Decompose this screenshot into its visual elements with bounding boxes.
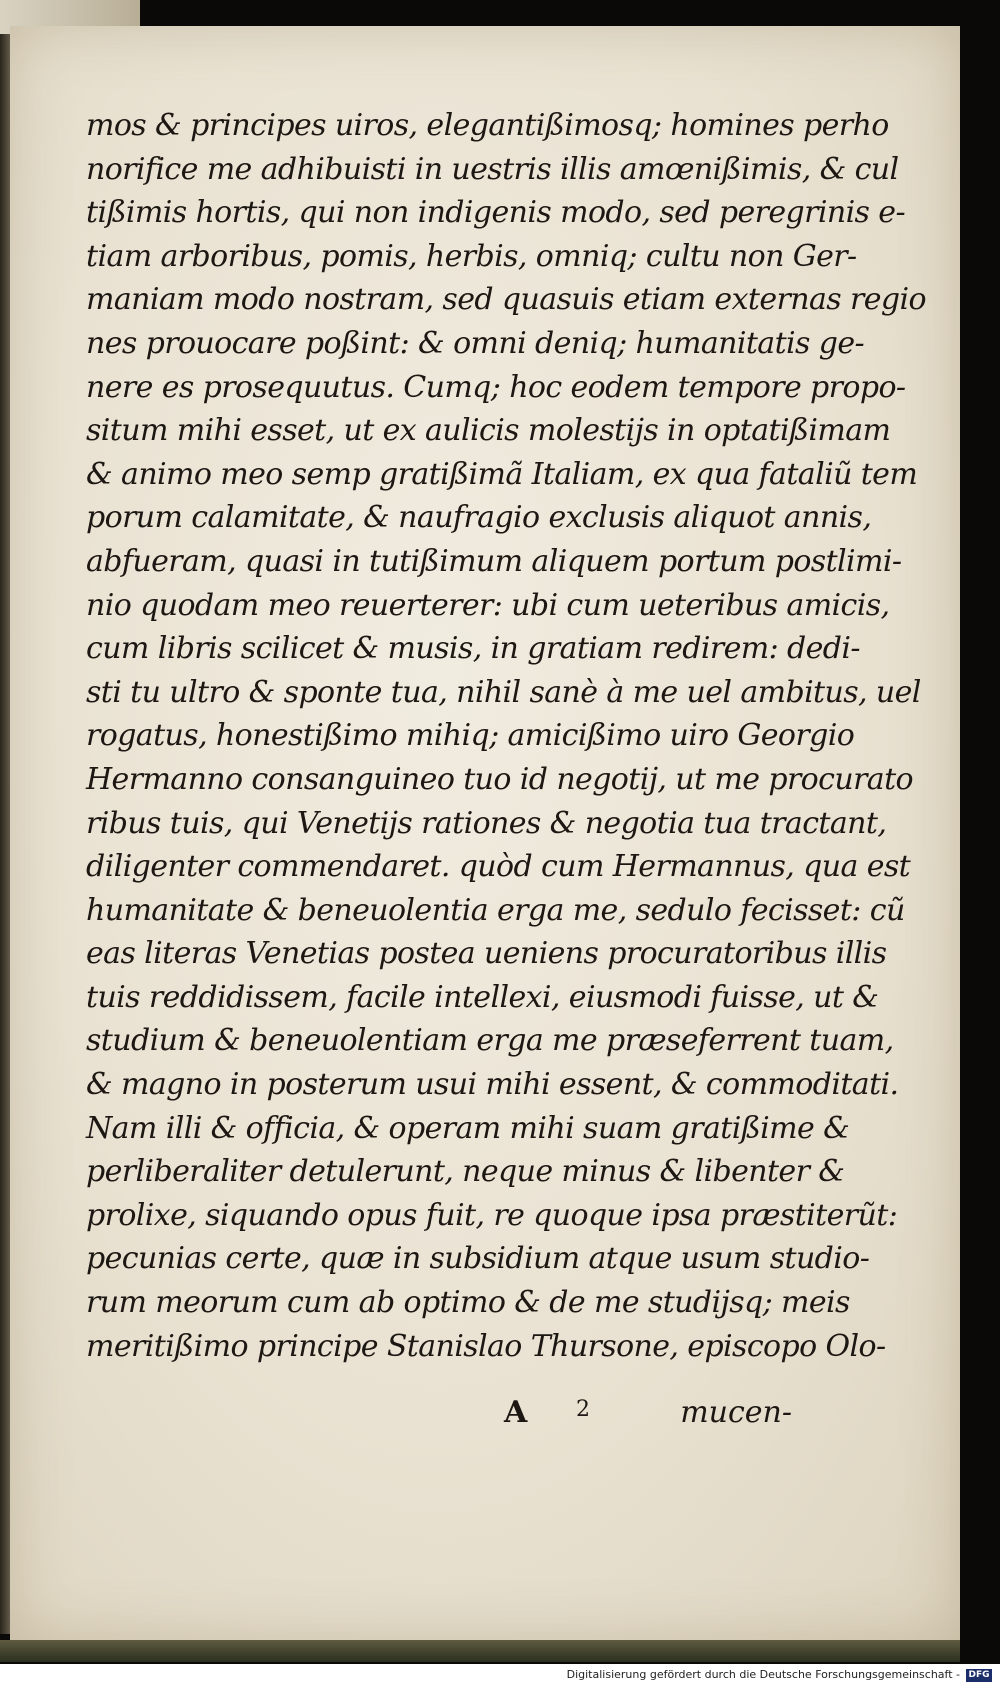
page-footer — [86, 1395, 806, 1439]
text-line: Nam illi & officia, & operam mihi suam gratißime & — [86, 1110, 850, 1146]
text-line: eas literas Venetias postea ueniens procuratoribus illis — [86, 936, 887, 972]
text-line: rum meorum cum ab optimo & de me studijsq; meis — [86, 1285, 850, 1321]
text-line: & magno in posterum usui mihi essent, & commoditati. — [86, 1067, 899, 1103]
text-line: pecunias certe, quæ in subsidium atque usum studio- — [86, 1241, 870, 1277]
text-line: perliberaliter detulerunt, neque minus & libenter & — [86, 1154, 845, 1190]
text-line: humanitate & beneuolentia erga me, sedulo fecisset: cũ — [86, 892, 905, 928]
body-text — [86, 104, 926, 1368]
digitization-credit-bar — [0, 1664, 1000, 1688]
text-line: abfueram, quasi in tutißimum aliquem portum postlimi- — [86, 543, 902, 579]
text-line: & animo meo semp gratißimã Italiam, ex qua fataliũ tem — [86, 456, 918, 492]
catchword: mucen- — [680, 1395, 792, 1430]
text-line: tuis reddidissem, facile intellexi, eiusmodi fuisse, ut & — [86, 979, 879, 1015]
text-line: mos & principes uiros, elegantißimosq; homines perho — [86, 108, 889, 143]
text-line: diligenter commendaret. quòd cum Hermannus, qua est — [86, 849, 911, 885]
text-line: nio quodam meo reuerterer: ubi cum ueteribus amicis, — [86, 587, 890, 623]
dfg-logo-icon: DFG — [966, 1669, 992, 1682]
signature-mark: A — [504, 1395, 528, 1430]
leaf-number: 2 — [576, 1397, 590, 1422]
book-cover-edge — [0, 1640, 960, 1662]
text-line: tißimis hortis, qui non indigenis modo, sed peregrinis e- — [86, 195, 905, 231]
credit-text: Digitalisierung gefördert durch die Deutsche Forschungsgemeinschaft - — [566, 1668, 960, 1681]
text-line: Hermanno consanguineo tuo id negotij, ut me procurato — [86, 761, 914, 797]
text-line: maniam modo nostram, sed quasuis etiam externas regio — [86, 282, 926, 318]
text-line: nere es prosequutus. Cumq; hoc eodem tempore propo- — [86, 369, 906, 405]
text-line: studium & beneuolentiam erga me præseferrent tuam, — [86, 1023, 894, 1059]
text-line: situm mihi esset, ut ex aulicis molestijs in optatißimam — [86, 413, 891, 449]
text-line: sti tu ultro & sponte tua, nihil sanè à me uel ambitus, uel — [86, 674, 921, 710]
text-line: porum calamitate, & naufragio exclusis aliquot annis, — [86, 500, 872, 536]
text-line: ribus tuis, qui Venetijs rationes & negotia tua tractant, — [86, 805, 887, 841]
text-line: meritißimo principe Stanislao Thursone, episcopo Olo- — [86, 1328, 886, 1364]
text-line: rogatus, honestißimo mihiq; amicißimo uiro Georgio — [86, 718, 855, 754]
text-line: norifice me adhibuisti in uestris illis amœnißimis, & cul — [86, 151, 899, 187]
text-line: tiam arboribus, pomis, herbis, omniq; cultu non Ger- — [86, 238, 857, 274]
text-line: cum libris scilicet & musis, in gratiam redirem: dedi- — [86, 631, 860, 667]
text-line: nes prouocare poßint: & omni deniq; humanitatis ge- — [86, 325, 865, 361]
text-line: prolixe, siquando opus fuit, re quoque ipsa præstiterũt: — [86, 1197, 898, 1233]
